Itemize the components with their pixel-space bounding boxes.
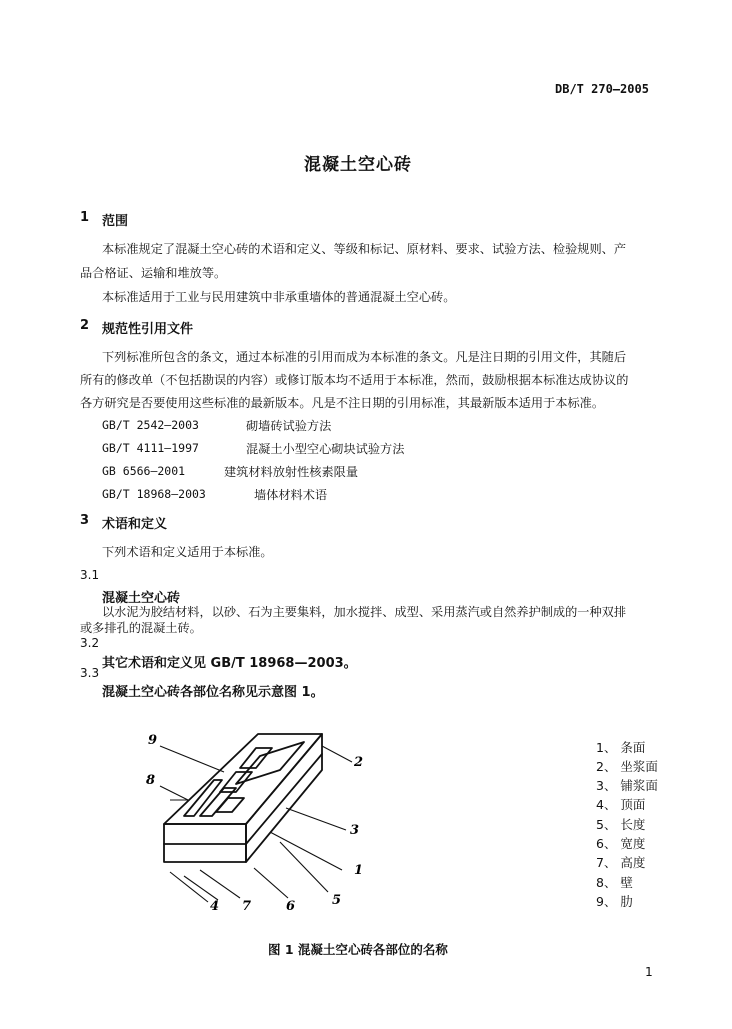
callout-8: 8 (146, 773, 156, 788)
legend-item: 8、 壁 (596, 875, 633, 890)
section-1-paragraph-line: 本标准规定了混凝土空心砖的术语和定义、等级和标记、原材料、要求、试验方法、检验规则、产 (102, 242, 627, 256)
reference-name: 砌墙砖试验方法 (246, 419, 332, 433)
section-3-heading: 术语和定义 (102, 517, 168, 532)
hollow-4 (240, 748, 272, 768)
section-1-number: 1 (80, 210, 90, 225)
section-2-paragraph-line: 各方研究是否要使用这些标准的最新版本。凡是不注日期的引用标准，其最新版本适用于本标准。 (80, 396, 605, 410)
legend-item: 9、 肋 (596, 894, 633, 909)
clause-number: 3.2 (80, 636, 100, 650)
section-2-paragraph-line: 所有的修改单（不包括勘误的内容）或修订版本均不适用于本标准，然而，鼓励根据本标准达成协议的 (80, 373, 629, 387)
legend-item: 1、 条面 (596, 740, 646, 755)
callout-2: 2 (354, 755, 364, 770)
section-3-number: 3 (80, 513, 90, 528)
clause-text: 混凝土空心砖各部位名称见示意图 1。 (102, 685, 324, 700)
legend-item: 4、 顶面 (596, 797, 646, 812)
legend-item: 2、 坐浆面 (596, 759, 658, 774)
term-definition-line: 或多排孔的混凝土砖。 (80, 621, 202, 635)
section-1-heading: 范围 (102, 214, 129, 229)
reference-code: GB 6566—2001 (102, 464, 186, 478)
callout-7: 7 (242, 899, 252, 914)
callout-1: 1 (354, 863, 364, 878)
legend-item: 3、 铺浆面 (596, 778, 658, 793)
section-1-paragraph-line: 品合格证、运输和堆放等。 (80, 266, 227, 280)
section-2-heading: 规范性引用文件 (102, 322, 194, 337)
section-2-number: 2 (80, 318, 90, 333)
clause-text: 其它术语和定义见 GB/T 18968—2003。 (102, 656, 357, 671)
brick-end-face (164, 824, 246, 862)
callout-3: 3 (350, 823, 360, 838)
term-definition-line: 以水泥为胶结材料，以砂、石为主要集料，加水搅拌、成型、采用蒸汽或自然养护制成的一种双排 (102, 605, 627, 619)
callout-5: 5 (332, 893, 342, 908)
callout-4: 4 (210, 899, 220, 914)
figure-caption: 图 1 混凝土空心砖各部位的名称 (268, 942, 448, 957)
callout-9: 9 (148, 733, 158, 748)
hollow-6 (216, 798, 244, 812)
reference-name: 墙体材料术语 (254, 488, 328, 502)
section-3-intro: 下列术语和定义适用于本标准。 (102, 545, 273, 559)
standard-code: DB/T 270—2005 (555, 82, 649, 96)
term-name: 混凝土空心砖 (102, 591, 181, 606)
legend-item: 5、 长度 (596, 817, 646, 832)
section-1-paragraph-line: 本标准适用于工业与民用建筑中非承重墙体的普通混凝土空心砖。 (102, 290, 456, 304)
document-title: 混凝土空心砖 (304, 155, 412, 175)
reference-name: 混凝土小型空心砌块试验方法 (246, 442, 405, 456)
page-number: 1 (645, 965, 653, 979)
reference-code: GB/T 2542—2003 (102, 418, 199, 432)
legend-item: 7、 高度 (596, 855, 646, 870)
reference-code: GB/T 4111—1997 (102, 441, 199, 455)
section-2-paragraph-line: 下列标准所包含的条文，通过本标准的引用而成为本标准的条文。凡是注日期的引用文件，其随后 (102, 350, 627, 364)
reference-name: 建筑材料放射性核素限量 (224, 465, 359, 479)
callout-6: 6 (286, 899, 296, 914)
clause-number: 3.3 (80, 666, 100, 680)
hollow-brick-diagram (140, 722, 380, 917)
legend-item: 6、 宽度 (596, 836, 646, 851)
clause-number: 3.1 (80, 568, 100, 582)
reference-code: GB/T 18968—2003 (102, 487, 206, 501)
